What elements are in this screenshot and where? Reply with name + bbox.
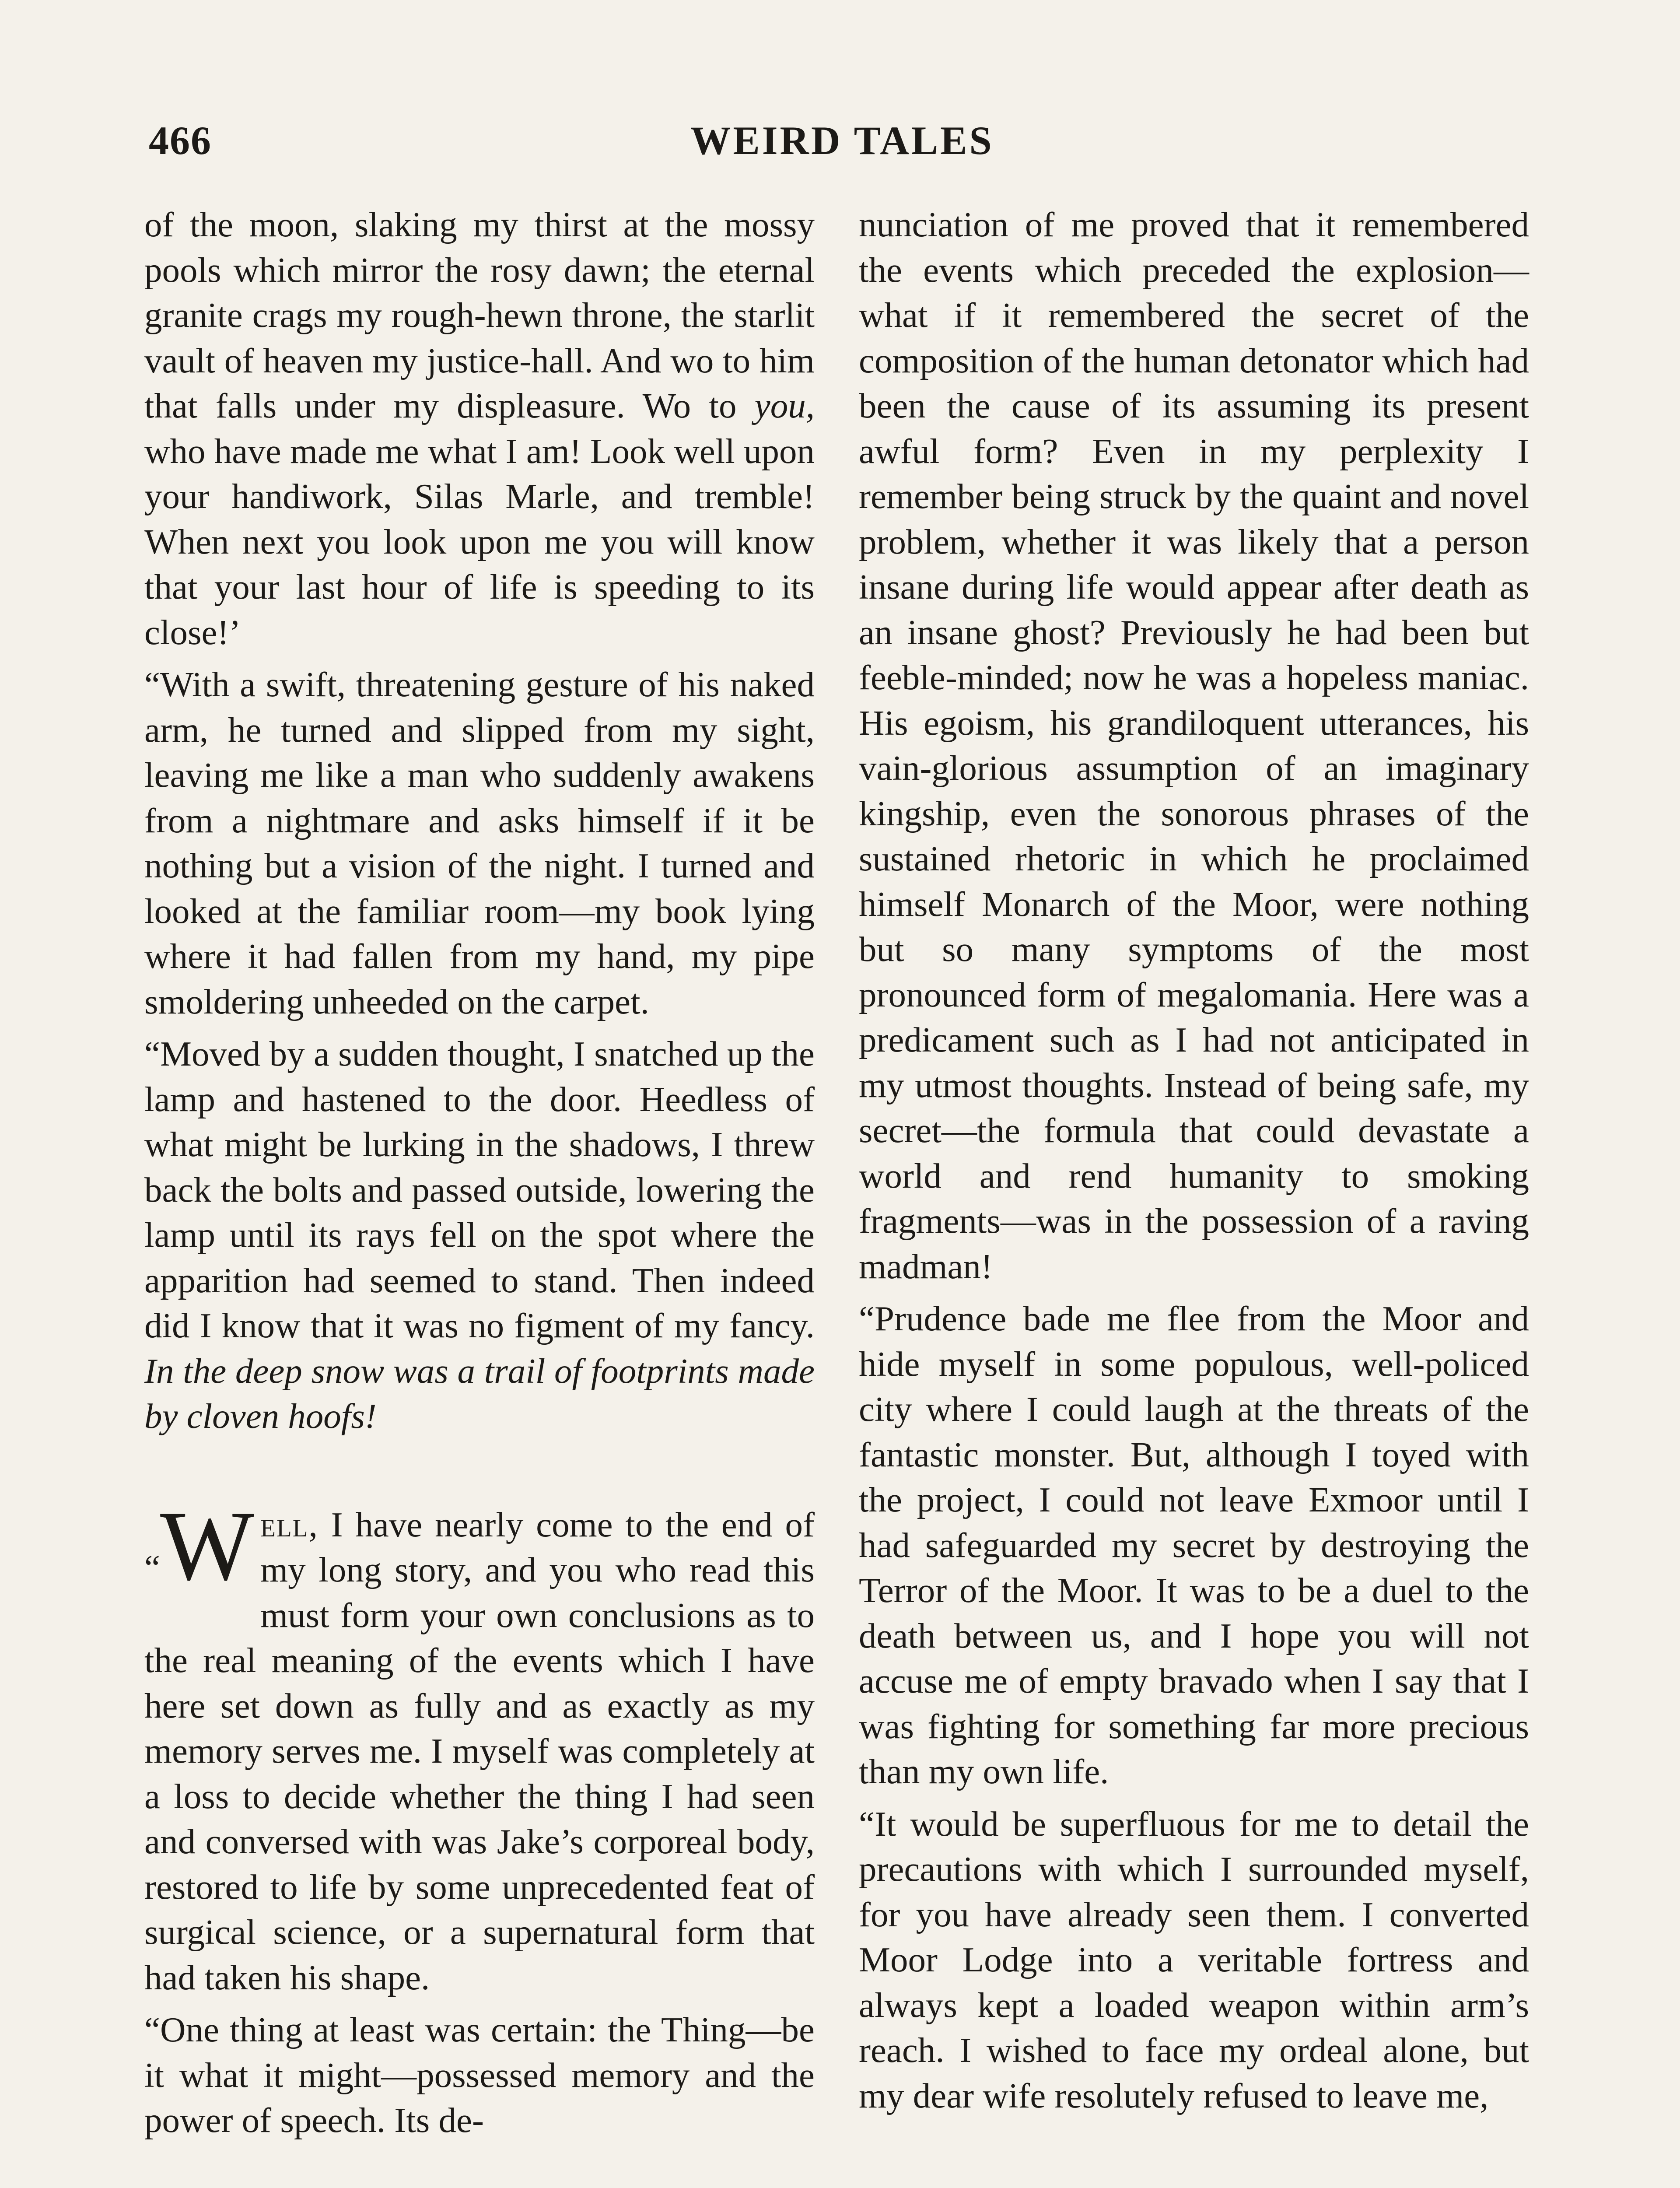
drop-cap (144, 1490, 255, 1608)
right-column (859, 202, 1529, 2125)
paragraph-7: “Prudence bade me flee from the Moor and hide myself in some populous, well-policed city where I could laugh at the threats of the fantastic monster. But, although I toyed with the project, I could not leave Exmoor until I had safeguarded my secret by destroying the Terror of the Moor. It was to be a duel to the death between us, and I hope you will not accuse me of empty bravado when I say that I was fighting for something far more precious than my own life. (859, 1299, 1529, 1791)
left-column (144, 202, 815, 2150)
paragraph-3 (144, 1031, 815, 1439)
running-title: WEIRD TALES (690, 118, 994, 163)
paragraph-3-text: “Moved by a sudden thought, I snatched up the lamp and hastened to the door. Heedless of what might be lurking in the shadows, I threw back the bolts and passed outside, lowering the lamp until its rays fell on the spot where the apparition had seemed to stand. Then indeed did I know that it was no figment of my fancy. (144, 1034, 815, 1345)
page-header (149, 117, 1536, 170)
paragraph-1-text: of the moon, slaking my thirst at the mossy pools which mirror the rosy dawn; the eternal granite crags my rough-hewn throne, the starlit vault of heaven my justice-hall. And wo to him that falls under my displeasure. Wo to (144, 205, 815, 425)
drop-cap-letter: W (160, 1490, 255, 1601)
paragraph-4-smallcaps: ell, (260, 1504, 318, 1544)
paragraph-1-italic: you, (754, 386, 815, 425)
paragraph-5: “One thing at least was certain: the Thing—be it what it might—possessed memory and the power of speech. Its de- (144, 2010, 815, 2140)
paragraph-4-text: I have nearly come to the end of my long story, and you who read this must form your own conclusions as to the real meaning of the events which I have here set down as fully and as exactly as my memory serves me. I myself was completely at a loss to decide whether the thing I had seen and conversed with was Jake’s corporeal body, restored to life by some unprecedented feat of surgical science, or a supernatural form that had taken his shape. (144, 1504, 815, 1997)
paragraph-8: “It would be superfluous for me to detail the precautions with which I surrounded myself, for you have already seen them. I converted Moor Lodge into a veritable fortress and always kept a loaded weapon within arm’s reach. I wished to face my ordeal alone, but my dear wife resolutely refused to leave me, (859, 1804, 1529, 2115)
paragraph-3-italic: In the deep snow was a trail of footprints made by cloven hoofs! (144, 1351, 815, 1436)
paragraph-4 (144, 1490, 815, 2001)
paragraph-2: “With a swift, threatening gesture of his naked arm, he turned and slipped from my sight, leaving me like a man who suddenly awakens from a nightmare and asks himself if it be nothing but a vision of the night. I turned and looked at the familiar room—my book lying where it had fallen from my hand, my pipe smoldering unheeded on the carpet. (144, 665, 815, 1021)
paragraph-1-end: who have made me what I am! Look well upon your handiwork, Silas Marle, and tremble! When next you look upon me you will know that your last hour of life is speeding to its close!’ (144, 431, 815, 652)
page-number: 466 (149, 118, 212, 163)
paragraph-6: nunciation of me proved that it remembered the events which preceded the explosion—what if it remembered the secret of the composition of the human detonator which had been the cause of its assuming its present awful form? Even in my perplexity I remember being struck by the quaint and novel problem, whether it was likely that a person insane during life would appear after death as an insane ghost? Previously he had been but feeble-minded; now he was a hopeless maniac. His egoism, his grandiloquent utterances, his vain-glorious assumption of an imaginary kingship, even the sonorous phrases of the sustained rhetoric in which he proclaimed himself Monarch of the Moor, were nothing but so many symptoms of the most pronounced form of megalomania. Here was a predicament such as I had not anticipated in my utmost thoughts. Instead of being safe, my secret—the formula that could devastate a world and rend humanity to smoking fragments—was in the possession of a raving madman! (859, 205, 1529, 1286)
drop-cap-quote: “ (144, 1547, 160, 1587)
paragraph-1 (144, 202, 815, 655)
